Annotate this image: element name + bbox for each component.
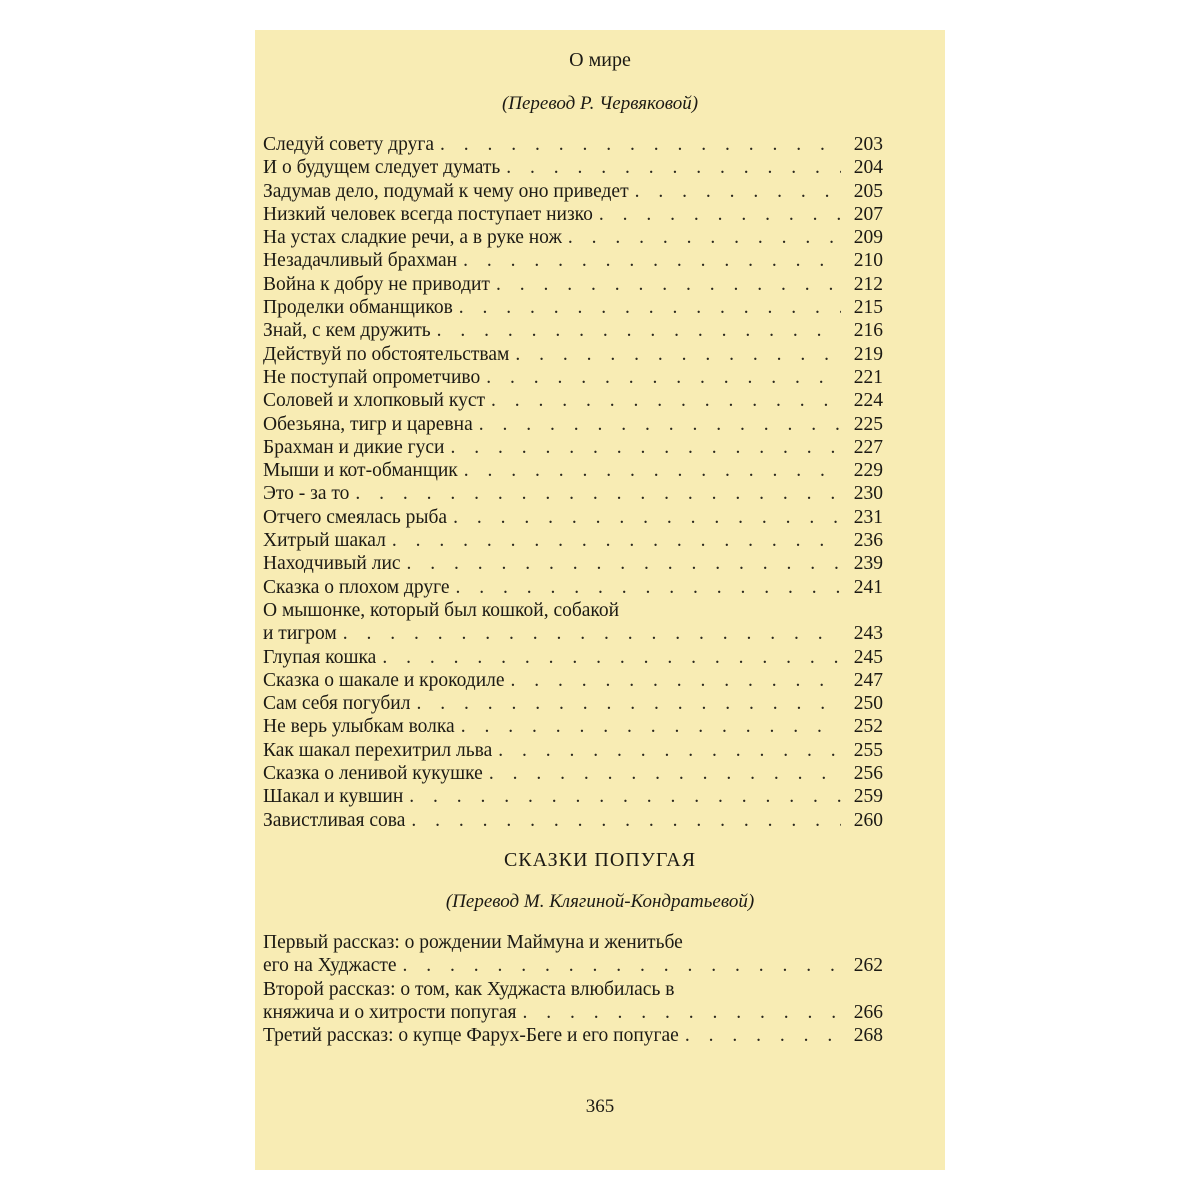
toc-entry-title: Как шакал перехитрил льва (263, 739, 493, 761)
toc-entry-title: Низкий человек всегда поступает низко (263, 203, 593, 225)
dot-leader (453, 506, 841, 529)
toc-entry-page: 255 (853, 739, 883, 761)
dot-leader (491, 389, 841, 412)
dot-leader (407, 552, 841, 575)
toc-entry-title: Сказка о ленивой кукушке (263, 763, 483, 785)
toc-entry-page: 225 (853, 413, 883, 435)
toc-entry-first-line: Второй рассказ: о том, как Худжаста влюбилась в (263, 978, 675, 1000)
toc-entry-page: 230 (853, 483, 883, 505)
toc-entry-title: Завистливая сова (263, 809, 406, 831)
toc-entry (263, 413, 883, 436)
toc-entry-page: 203 (853, 134, 883, 155)
toc-entry (263, 203, 883, 226)
toc-entry (263, 133, 883, 156)
dot-leader (411, 809, 841, 832)
toc-entry-title: Задумав дело, подумай к чему оно приведет (263, 180, 629, 202)
toc-entry-page: 259 (853, 786, 883, 808)
toc-entry-title: Сам себя погубил (263, 693, 411, 715)
toc-entry (263, 576, 883, 599)
toc-entry (263, 506, 883, 529)
toc-entry-page: 256 (853, 763, 883, 785)
toc-entry (263, 529, 883, 552)
toc-entry-title: Не поступай опрометчиво (263, 366, 481, 388)
toc-entry-title: Следуй совету друга (263, 134, 434, 155)
toc-entry-page: 262 (853, 955, 883, 977)
toc-entry-title: Находчивый лис (263, 553, 401, 575)
toc-entry-page: 239 (853, 553, 883, 575)
toc-entry-title: Шакал и кувшин (263, 786, 404, 808)
dot-leader (599, 203, 841, 226)
toc-entry-page: 216 (853, 320, 883, 342)
toc-entry-page: 219 (853, 343, 883, 365)
toc-entry (263, 739, 883, 762)
toc-entry-page: 250 (853, 693, 883, 715)
toc-entry (263, 156, 883, 179)
dot-leader (568, 226, 841, 249)
toc-entry-title: княжича и о хитрости попугая (263, 1001, 517, 1023)
toc-entry (263, 249, 883, 272)
toc-entry (263, 785, 883, 808)
toc-entry (263, 715, 883, 738)
toc-entry-first-line: Первый рассказ: о рождении Маймуна и женитьбе (263, 932, 683, 953)
toc-entry-title: Сказка о шакале и крокодиле (263, 669, 505, 691)
toc-entry-title: Действуй по обстоятельствам (263, 343, 510, 365)
toc-entry-page: 224 (853, 390, 883, 412)
toc-entry-page: 212 (853, 273, 883, 295)
toc-entry-title: Сказка о плохом друге (263, 576, 450, 598)
dot-leader (459, 296, 841, 319)
toc-entry-title: Война к добру не приводит (263, 273, 490, 295)
toc-entry (263, 459, 883, 482)
dot-leader (409, 785, 841, 808)
toc-entry-title: Брахман и дикие гуси (263, 436, 445, 458)
toc-entry-title: Соловей и хлопковый куст (263, 390, 485, 412)
dot-leader (392, 529, 841, 552)
dot-leader (486, 366, 841, 389)
toc-entry (263, 669, 883, 692)
toc-entry-page: 207 (853, 203, 883, 225)
toc-entry (263, 343, 883, 366)
dot-leader (685, 1024, 841, 1047)
dot-leader (496, 273, 841, 296)
dot-leader (515, 343, 841, 366)
toc-entry-title: Мыши и кот-обманщик (263, 460, 458, 482)
toc-entry-title: Не верь улыбкам волка (263, 716, 455, 738)
dot-leader (343, 622, 841, 645)
toc-entry-title: Обезьяна, тигр и царевна (263, 413, 473, 435)
toc-entry (263, 389, 883, 412)
dot-leader (506, 156, 841, 179)
toc-entry (263, 482, 883, 505)
toc-entry (263, 552, 883, 575)
toc-entry (263, 180, 883, 203)
toc-entry-page: 205 (853, 180, 883, 202)
toc-entry (263, 226, 883, 249)
section-title: О мире (569, 49, 631, 71)
toc-entry-title: и тигром (263, 623, 337, 645)
toc-entry-title: Знай, с кем дружить (263, 320, 431, 342)
toc-entry (263, 296, 883, 319)
toc-entry-page: 221 (853, 366, 883, 388)
toc-entry-title: Это - за то (263, 483, 350, 505)
toc-entry-page: 243 (853, 623, 883, 645)
table-of-contents (263, 133, 883, 832)
toc-entry (263, 273, 883, 296)
toc-entry (263, 646, 883, 669)
section-translator: (Перевод Р. Червяковой) (501, 93, 699, 114)
toc-entry-first-line: О мышонке, который был кошкой, собакой (263, 599, 620, 621)
toc-entry-page: 266 (853, 1001, 883, 1023)
book-page (255, 30, 945, 1170)
dot-leader (498, 739, 841, 762)
toc-entry (263, 692, 883, 715)
dot-leader (440, 133, 841, 156)
dot-leader (522, 1001, 841, 1024)
toc-entry-page: 231 (853, 506, 883, 528)
dot-leader (416, 692, 841, 715)
toc-entry-title: Проделки обманщиков (263, 297, 453, 319)
dot-leader (382, 646, 841, 669)
dot-leader (511, 669, 841, 692)
toc-entry (263, 436, 883, 459)
toc-entry-page: 229 (853, 460, 883, 482)
toc-entry-page: 241 (853, 576, 883, 598)
dot-leader (463, 249, 841, 272)
toc-entry (263, 809, 883, 832)
toc-entry-title: И о будущем следует думать (263, 157, 501, 179)
toc-entry (263, 622, 883, 645)
page-number: 365 (585, 1096, 615, 1117)
section-title: СКАЗКИ ПОПУГАЯ (503, 849, 697, 871)
toc-entry (263, 319, 883, 342)
toc-entry (263, 954, 883, 977)
toc-entry-title: его на Худжасте (263, 955, 397, 977)
toc-entry-title: Незадачливый брахман (263, 250, 458, 272)
dot-leader (450, 436, 841, 459)
toc-entry-page: 210 (853, 250, 883, 272)
toc-entry (263, 762, 883, 785)
toc-entry-title: На устах сладкие речи, а в руке нож (263, 227, 562, 249)
toc-entry (263, 1001, 883, 1024)
toc-entry (263, 366, 883, 389)
dot-leader (455, 576, 841, 599)
toc-entry-page: 209 (853, 227, 883, 249)
dot-leader (355, 482, 841, 505)
dot-leader (489, 762, 841, 785)
toc-entry-page: 247 (853, 669, 883, 691)
dot-leader (461, 715, 841, 738)
dot-leader (464, 459, 841, 482)
toc-entry-title: Отчего смеялась рыба (263, 506, 448, 528)
toc-entry-title: Глупая кошка (263, 646, 377, 668)
toc-entry-page: 252 (853, 716, 883, 738)
toc-entry-page: 204 (853, 157, 883, 179)
toc-entry-title: Третий рассказ: о купце Фарух-Беге и его попугае (263, 1025, 679, 1047)
toc-entry-page: 215 (853, 297, 883, 319)
toc-entry-page: 245 (853, 646, 883, 668)
toc-entry-page: 260 (853, 809, 883, 831)
toc-entry-page: 236 (853, 530, 883, 552)
table-of-contents (263, 931, 883, 1047)
section-translator: (Перевод М. Клягиной-Кондратьевой) (445, 891, 755, 912)
dot-leader (403, 954, 841, 977)
toc-entry-page: 268 (853, 1025, 883, 1047)
toc-entry-page: 227 (853, 436, 883, 458)
toc-entry (263, 1024, 883, 1047)
dot-leader (437, 319, 841, 342)
toc-entry-title: Хитрый шакал (263, 530, 386, 552)
dot-leader (479, 413, 841, 436)
dot-leader (635, 180, 841, 203)
